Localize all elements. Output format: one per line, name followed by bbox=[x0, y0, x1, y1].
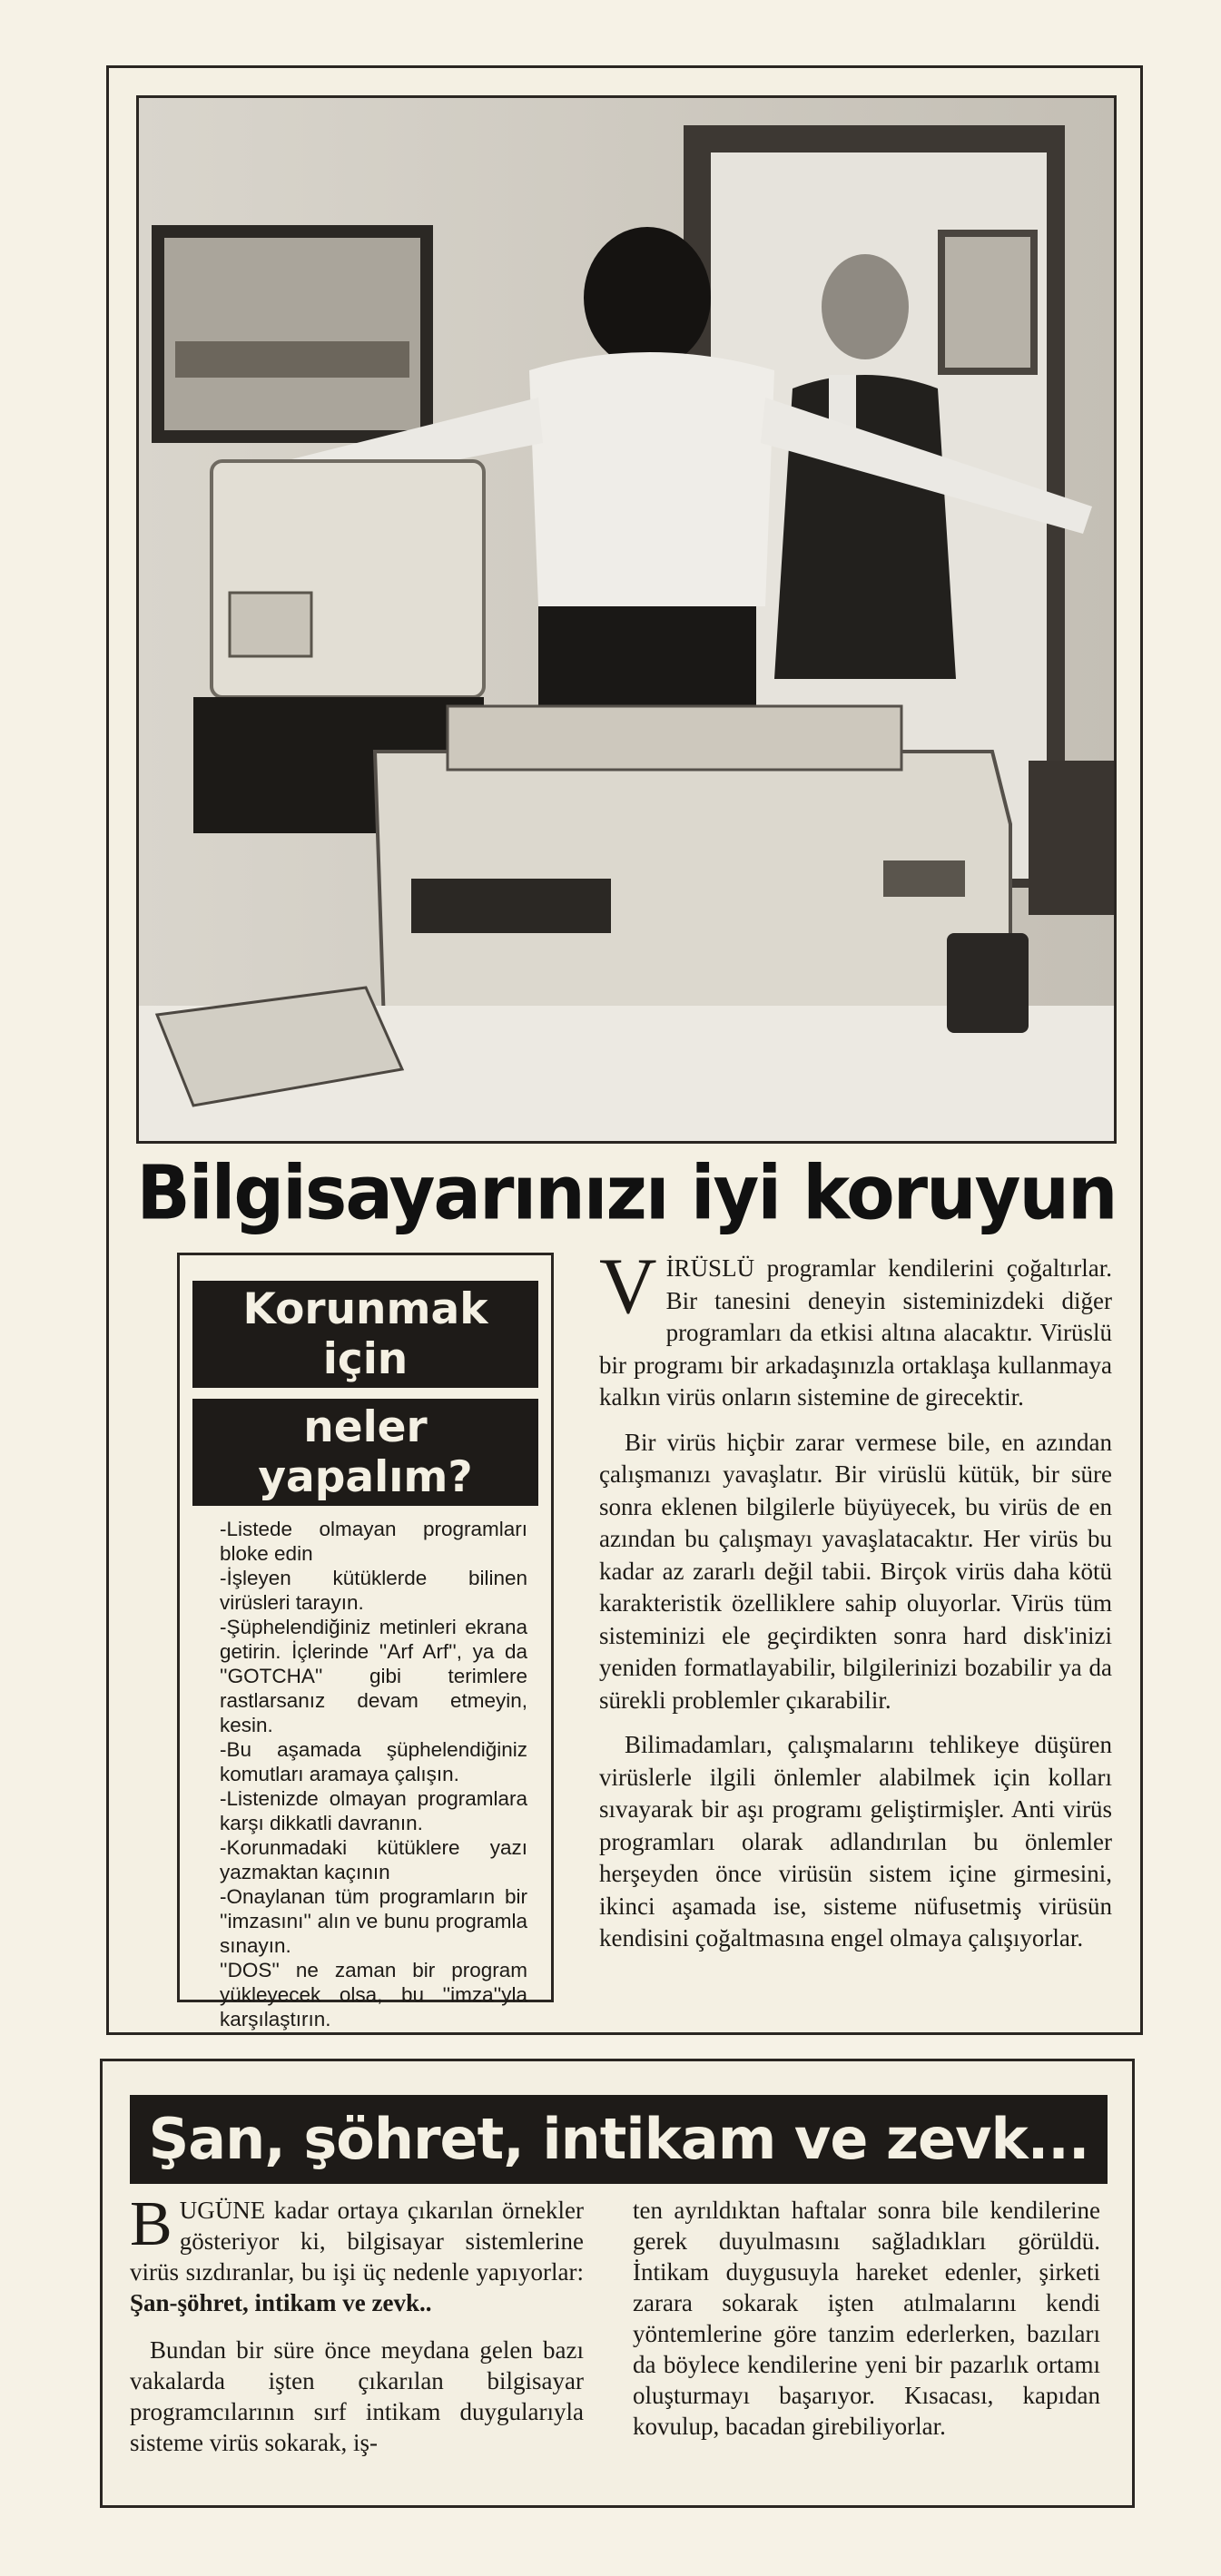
sidebar-title-line1: Korunmak için bbox=[192, 1281, 538, 1388]
article-headline: Bilgisayarınızı iyi koruyun bbox=[136, 1150, 1117, 1237]
tip-item: -Korunmadaki kütüklere yazı yazmaktan kaçının bbox=[220, 1836, 527, 1883]
article-paragraph: BUGÜNE kadar ortaya çıkarılan örnekler gösteriyor ki, bilgisayar sistemlerine virüs sızdıranlar, bu işi üç nedenle yapıyorlar: Şan-şöhret, intikam ve zevk.. bbox=[130, 2189, 584, 2316]
tip-item: -Şüphelendiğiniz metinleri ekrana getirin. İçlerinde ''Arf Arf'', ya da ''GOTCHA'' gibi terimlere rastlarsanız devam etmeyin, kesin. bbox=[220, 1616, 527, 1736]
article-paragraph: VİRÜSLÜ programlar kendilerini çoğaltırlar. Bir tanesini deneyin sisteminizdeki diğer programları da etkisi altına alacaktır. Virüslü bir programı bir arkadaşınızla ortaklaşa kullanmaya kalkın virüs onların sistemine de girecektir. bbox=[599, 1243, 1112, 1411]
drop-cap: B bbox=[130, 2189, 172, 2259]
tip-item: -Listenizde olmayan programlara karşı dikkatli davranın. bbox=[220, 1787, 527, 1834]
office-computer-photo bbox=[139, 98, 1114, 1141]
article-photo bbox=[136, 95, 1117, 1144]
second-article-column-1 bbox=[130, 2189, 584, 2474]
tips-list bbox=[180, 1517, 551, 2031]
tips-sidebar bbox=[177, 1253, 554, 2030]
tip-item: -Listede olmayan programları bloke edin bbox=[220, 1518, 527, 1565]
drop-cap: V bbox=[599, 1243, 657, 1331]
article-paragraph: Bilimadamları, çalışmalarını tehlikeye düşüren virüslerle ilgili önlemler alabilmek için kolları sıvayarak bir aşı programı geliştirmişler. Anti virüs programları olarak adlandırılan bu önlemler herşeyden önce virüsün sistem içine girmesini, ikinci aşamada ise, sisteme nüfusetmiş virüsün kendisini çoğaltmasına engel olmaya çalışıyorlar. bbox=[599, 1731, 1112, 1952]
tip-item: -Onaylanan tüm programların bir ''imzasını'' alın ve bunu programla sınayın. bbox=[220, 1885, 527, 1957]
article-body bbox=[599, 1243, 1112, 1968]
article-paragraph: ten ayrıldıktan haftalar sonra bile kendilerine gerek duyulmasını sağladıkları görüldü. İntikam duygusuyla hareket edenler, şirketi zarara sokarak işten atılmalarını kendi yöntemlerine göre tanzim ederlerken, bazıları da böylece kendilerine yeni bir pazarlık ortamı oluşturmayı başarıyor. Kısacası, kapıdan kovulup, bacadan girebiliyorlar. bbox=[633, 2197, 1100, 2440]
sidebar-title-line2: neler yapalım? bbox=[192, 1399, 538, 1506]
second-article-column-2 bbox=[633, 2195, 1100, 2458]
second-article-title: Şan, şöhret, intikam ve zevk... bbox=[130, 2095, 1108, 2184]
tip-item: -Bu aşamada şüphelendiğiniz komutları aramaya çalışın. bbox=[220, 1738, 527, 1785]
article-paragraph: Bir virüs hiçbir zarar vermese bile, en azından çalışmanızı yavaşlatır. Bir virüslü kütük, bir süre sonra eklenen bilgilerle büyüyecek, bu virüs de en azından bu çalışmayı yavaşlatacaktır. Her virüs bu kadar az zararlı değil tabii. Birçok virüs daha kötü karakteristik özelliklere sahip oluyorlar. Virüs tüm sisteminizi ele geçirdikten sonra hard disk'inizi yeniden formatlayabilir, bilgilerinizi bozabilir ya da sürekli problemler çıkarabilir. bbox=[599, 1428, 1112, 1714]
article-paragraph: Bundan bir süre önce meydana gelen bazı vakalarda işten çıkarılan bilgisayar programcılarının sırf intikam duygularıyla sisteme virüs sokarak, iş- bbox=[130, 2336, 584, 2456]
tip-item: -İşleyen kütüklerde bilinen virüsleri tarayın. bbox=[220, 1567, 527, 1614]
tip-item: ''DOS'' ne zaman bir program yükleyecek olsa, bu ''imza''yla karşılaştırın. bbox=[220, 1959, 527, 2030]
